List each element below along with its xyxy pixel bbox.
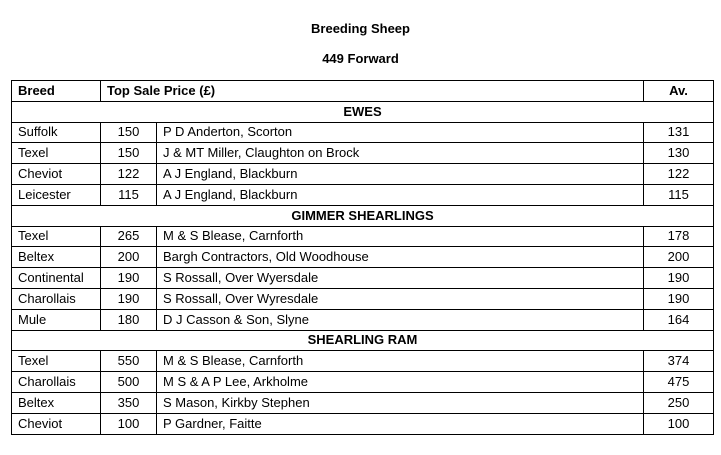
table-row	[12, 143, 714, 164]
average-cell: 164	[644, 309, 714, 330]
breed-cell: Cheviot	[12, 413, 101, 434]
vendor-cell: P D Anderton, Scorton	[157, 122, 644, 143]
average-cell: 190	[644, 268, 714, 289]
table-row	[12, 351, 714, 372]
table-row	[12, 392, 714, 413]
breed-cell: Texel	[12, 351, 101, 372]
price-cell: 550	[101, 351, 157, 372]
header-breed: Breed	[12, 81, 101, 102]
price-cell: 150	[101, 122, 157, 143]
header-row	[12, 81, 714, 102]
average-cell: 122	[644, 164, 714, 185]
table-row	[12, 309, 714, 330]
average-cell: 374	[644, 351, 714, 372]
breed-cell: Charollais	[12, 288, 101, 309]
section-row	[12, 330, 714, 351]
price-cell: 500	[101, 372, 157, 393]
page-subtitle: 449 Forward	[322, 51, 399, 66]
table-row	[12, 122, 714, 143]
table-row	[12, 288, 714, 309]
price-cell: 265	[101, 226, 157, 247]
section-heading: SHEARLING RAM	[12, 330, 714, 351]
vendor-cell: J & MT Miller, Claughton on Brock	[157, 143, 644, 164]
vendor-cell: Bargh Contractors, Old Woodhouse	[157, 247, 644, 268]
average-cell: 131	[644, 122, 714, 143]
table-row	[12, 413, 714, 434]
price-cell: 115	[101, 184, 157, 205]
price-cell: 350	[101, 392, 157, 413]
price-cell: 122	[101, 164, 157, 185]
breed-cell: Beltex	[12, 247, 101, 268]
table-row	[12, 247, 714, 268]
breed-cell: Mule	[12, 309, 101, 330]
price-cell: 180	[101, 309, 157, 330]
price-cell: 190	[101, 268, 157, 289]
table-row	[12, 268, 714, 289]
vendor-cell: A J England, Blackburn	[157, 184, 644, 205]
header-average: Av.	[644, 81, 714, 102]
breed-cell: Beltex	[12, 392, 101, 413]
vendor-cell: S Rossall, Over Wyersdale	[157, 268, 644, 289]
average-cell: 178	[644, 226, 714, 247]
section-row	[12, 205, 714, 226]
section-row	[12, 101, 714, 122]
breed-cell: Suffolk	[12, 122, 101, 143]
table-row	[12, 226, 714, 247]
average-cell: 475	[644, 372, 714, 393]
breed-cell: Charollais	[12, 372, 101, 393]
sheep-sales-table	[11, 80, 714, 435]
vendor-cell: M S & A P Lee, Arkholme	[157, 372, 644, 393]
breed-cell: Texel	[12, 143, 101, 164]
price-cell: 190	[101, 288, 157, 309]
price-cell: 150	[101, 143, 157, 164]
vendor-cell: D J Casson & Son, Slyne	[157, 309, 644, 330]
header-top-sale-price: Top Sale Price (£)	[101, 81, 644, 102]
vendor-cell: S Rossall, Over Wyresdale	[157, 288, 644, 309]
vendor-cell: P Gardner, Faitte	[157, 413, 644, 434]
breed-cell: Texel	[12, 226, 101, 247]
table-row	[12, 372, 714, 393]
average-cell: 115	[644, 184, 714, 205]
section-heading: GIMMER SHEARLINGS	[12, 205, 714, 226]
breed-cell: Continental	[12, 268, 101, 289]
price-cell: 200	[101, 247, 157, 268]
vendor-cell: A J England, Blackburn	[157, 164, 644, 185]
breed-cell: Cheviot	[12, 164, 101, 185]
vendor-cell: S Mason, Kirkby Stephen	[157, 392, 644, 413]
table-row	[12, 164, 714, 185]
average-cell: 100	[644, 413, 714, 434]
average-cell: 130	[644, 143, 714, 164]
section-heading: EWES	[12, 101, 714, 122]
table-row	[12, 184, 714, 205]
average-cell: 250	[644, 392, 714, 413]
table-body	[12, 101, 714, 434]
average-cell: 200	[644, 247, 714, 268]
average-cell: 190	[644, 288, 714, 309]
breed-cell: Leicester	[12, 184, 101, 205]
vendor-cell: M & S Blease, Carnforth	[157, 226, 644, 247]
page-title: Breeding Sheep	[311, 21, 410, 36]
vendor-cell: M & S Blease, Carnforth	[157, 351, 644, 372]
price-cell: 100	[101, 413, 157, 434]
